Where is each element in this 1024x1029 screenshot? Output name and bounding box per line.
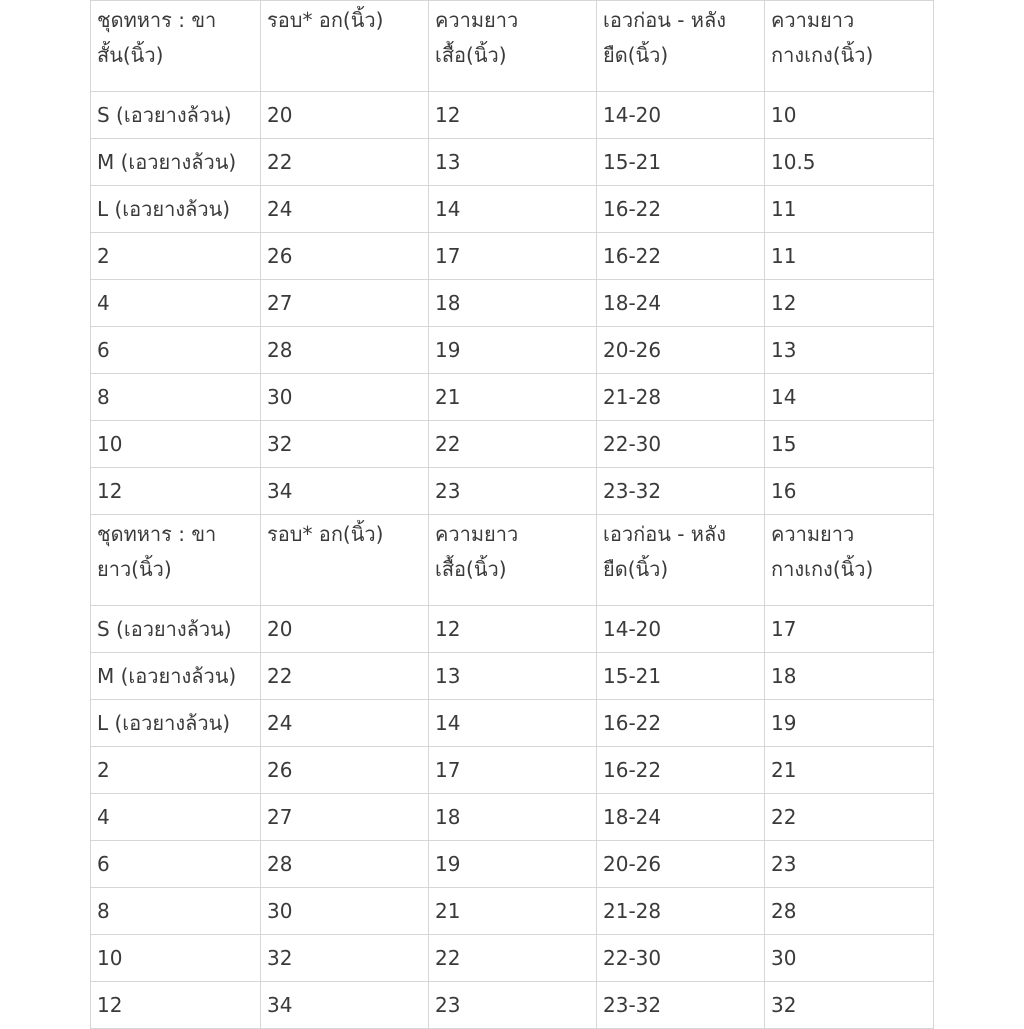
table-row <box>91 280 934 327</box>
header-cell-shirt-length: ความยาว เสื้อ(นิ้ว) <box>429 515 597 606</box>
section-header-row <box>91 1 934 92</box>
cell-chest: 26 <box>261 747 429 794</box>
table-row <box>91 233 934 280</box>
cell-shirt-length: 23 <box>429 468 597 515</box>
cell-waist: 15-21 <box>597 653 765 700</box>
cell-waist: 16-22 <box>597 186 765 233</box>
cell-size: L (เอวยางล้วน) <box>91 186 261 233</box>
section-header-row <box>91 515 934 606</box>
table-row <box>91 935 934 982</box>
cell-pants-length: 15 <box>765 421 934 468</box>
cell-size: 4 <box>91 794 261 841</box>
header-cell-waist: เอวก่อน - หลัง ยืด(นิ้ว) <box>597 1 765 92</box>
size-chart-table <box>90 0 934 1029</box>
header-cell-size: ชุดทหาร : ขา ยาว(นิ้ว) <box>91 515 261 606</box>
cell-pants-length: 10.5 <box>765 139 934 186</box>
cell-shirt-length: 23 <box>429 982 597 1029</box>
cell-size: L (เอวยางล้วน) <box>91 700 261 747</box>
header-cell-shirt-length: ความยาว เสื้อ(นิ้ว) <box>429 1 597 92</box>
cell-waist: 22-30 <box>597 935 765 982</box>
cell-chest: 22 <box>261 139 429 186</box>
table-row <box>91 186 934 233</box>
cell-waist: 18-24 <box>597 794 765 841</box>
cell-chest: 30 <box>261 888 429 935</box>
cell-chest: 32 <box>261 935 429 982</box>
cell-shirt-length: 22 <box>429 935 597 982</box>
cell-pants-length: 17 <box>765 606 934 653</box>
table-row <box>91 606 934 653</box>
header-cell-chest: รอบ* อก(นิ้ว) <box>261 1 429 92</box>
table-row <box>91 794 934 841</box>
cell-chest: 34 <box>261 468 429 515</box>
cell-shirt-length: 12 <box>429 92 597 139</box>
cell-pants-length: 16 <box>765 468 934 515</box>
cell-size: 4 <box>91 280 261 327</box>
cell-waist: 23-32 <box>597 982 765 1029</box>
cell-shirt-length: 21 <box>429 374 597 421</box>
header-cell-chest: รอบ* อก(นิ้ว) <box>261 515 429 606</box>
cell-size: 6 <box>91 841 261 888</box>
cell-waist: 16-22 <box>597 233 765 280</box>
cell-chest: 27 <box>261 280 429 327</box>
cell-size: 12 <box>91 982 261 1029</box>
table-row <box>91 841 934 888</box>
cell-size: 10 <box>91 935 261 982</box>
cell-size: M (เอวยางล้วน) <box>91 139 261 186</box>
cell-chest: 20 <box>261 606 429 653</box>
cell-chest: 28 <box>261 327 429 374</box>
cell-waist: 16-22 <box>597 700 765 747</box>
cell-shirt-length: 18 <box>429 794 597 841</box>
table-row <box>91 982 934 1029</box>
header-cell-waist: เอวก่อน - หลัง ยืด(นิ้ว) <box>597 515 765 606</box>
cell-waist: 20-26 <box>597 327 765 374</box>
cell-shirt-length: 18 <box>429 280 597 327</box>
table-row <box>91 92 934 139</box>
cell-shirt-length: 12 <box>429 606 597 653</box>
cell-shirt-length: 21 <box>429 888 597 935</box>
cell-pants-length: 30 <box>765 935 934 982</box>
cell-chest: 22 <box>261 653 429 700</box>
cell-shirt-length: 14 <box>429 700 597 747</box>
cell-waist: 20-26 <box>597 841 765 888</box>
cell-chest: 27 <box>261 794 429 841</box>
cell-size: 6 <box>91 327 261 374</box>
cell-pants-length: 19 <box>765 700 934 747</box>
header-cell-size: ชุดทหาร : ขา สั้น(นิ้ว) <box>91 1 261 92</box>
header-cell-pants-length: ความยาว กางเกง(นิ้ว) <box>765 1 934 92</box>
cell-shirt-length: 17 <box>429 233 597 280</box>
cell-pants-length: 23 <box>765 841 934 888</box>
cell-size: M (เอวยางล้วน) <box>91 653 261 700</box>
cell-size: 10 <box>91 421 261 468</box>
cell-pants-length: 11 <box>765 233 934 280</box>
table-row <box>91 888 934 935</box>
cell-chest: 28 <box>261 841 429 888</box>
cell-size: 8 <box>91 888 261 935</box>
cell-chest: 34 <box>261 982 429 1029</box>
cell-waist: 16-22 <box>597 747 765 794</box>
table-row <box>91 468 934 515</box>
table-row <box>91 653 934 700</box>
table-row <box>91 747 934 794</box>
cell-waist: 22-30 <box>597 421 765 468</box>
cell-pants-length: 32 <box>765 982 934 1029</box>
cell-size: S (เอวยางล้วน) <box>91 606 261 653</box>
cell-shirt-length: 17 <box>429 747 597 794</box>
table-row <box>91 327 934 374</box>
cell-chest: 30 <box>261 374 429 421</box>
cell-waist: 18-24 <box>597 280 765 327</box>
cell-waist: 21-28 <box>597 888 765 935</box>
cell-pants-length: 14 <box>765 374 934 421</box>
table-row <box>91 700 934 747</box>
cell-chest: 26 <box>261 233 429 280</box>
cell-shirt-length: 13 <box>429 653 597 700</box>
cell-pants-length: 18 <box>765 653 934 700</box>
cell-waist: 23-32 <box>597 468 765 515</box>
header-cell-pants-length: ความยาว กางเกง(นิ้ว) <box>765 515 934 606</box>
cell-chest: 32 <box>261 421 429 468</box>
size-chart-body <box>91 1 934 1029</box>
cell-pants-length: 10 <box>765 92 934 139</box>
cell-shirt-length: 13 <box>429 139 597 186</box>
cell-shirt-length: 19 <box>429 841 597 888</box>
cell-chest: 24 <box>261 700 429 747</box>
cell-shirt-length: 22 <box>429 421 597 468</box>
cell-pants-length: 28 <box>765 888 934 935</box>
cell-pants-length: 21 <box>765 747 934 794</box>
cell-waist: 21-28 <box>597 374 765 421</box>
cell-size: 8 <box>91 374 261 421</box>
table-row <box>91 139 934 186</box>
cell-size: 2 <box>91 747 261 794</box>
cell-shirt-length: 19 <box>429 327 597 374</box>
cell-chest: 24 <box>261 186 429 233</box>
cell-waist: 15-21 <box>597 139 765 186</box>
cell-pants-length: 13 <box>765 327 934 374</box>
cell-pants-length: 11 <box>765 186 934 233</box>
cell-chest: 20 <box>261 92 429 139</box>
table-row <box>91 421 934 468</box>
cell-size: 12 <box>91 468 261 515</box>
table-row <box>91 374 934 421</box>
cell-size: S (เอวยางล้วน) <box>91 92 261 139</box>
cell-pants-length: 12 <box>765 280 934 327</box>
cell-shirt-length: 14 <box>429 186 597 233</box>
cell-waist: 14-20 <box>597 606 765 653</box>
cell-pants-length: 22 <box>765 794 934 841</box>
cell-size: 2 <box>91 233 261 280</box>
cell-waist: 14-20 <box>597 92 765 139</box>
